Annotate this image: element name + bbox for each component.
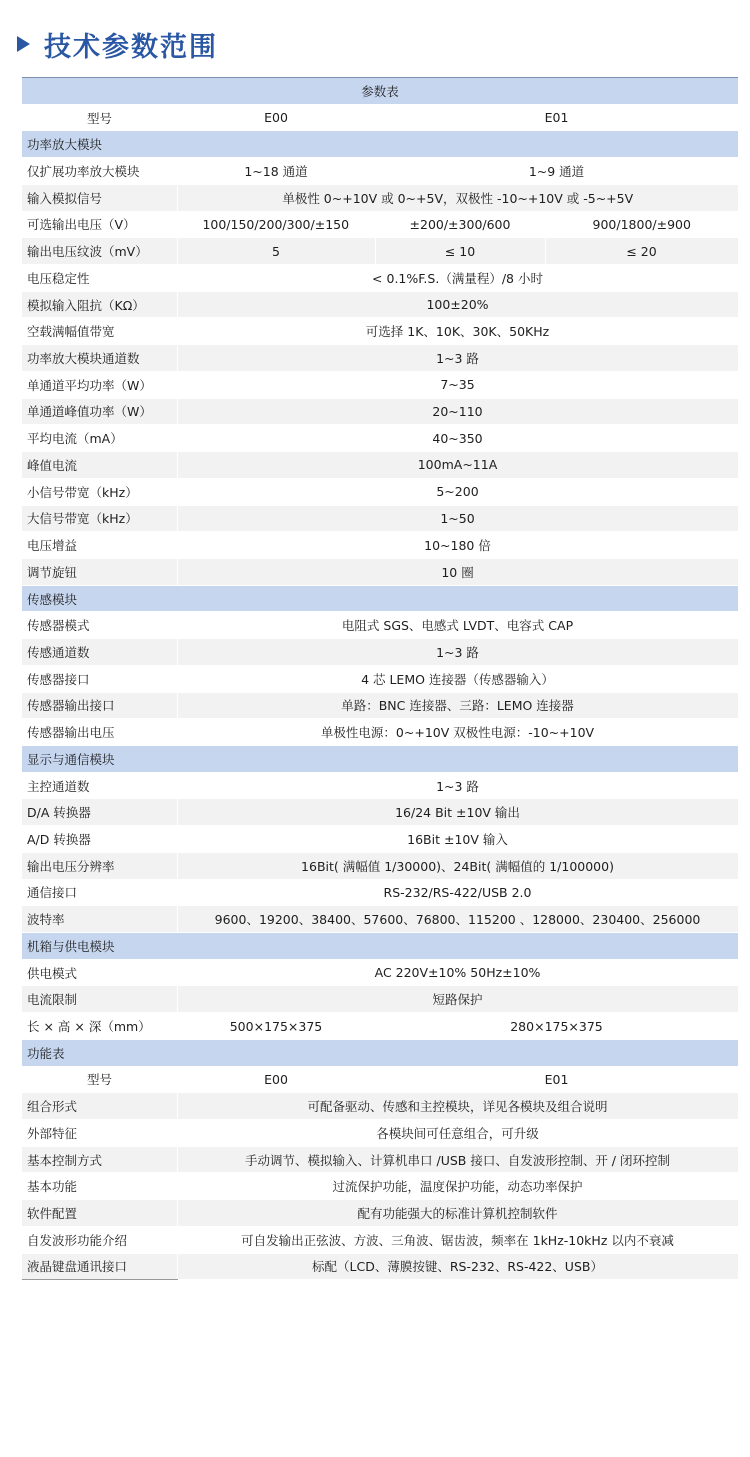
table-row: [22, 879, 738, 906]
row-value: 单极性电源：0~+10V 双极性电源：-10~+10V: [177, 719, 738, 746]
row-label: 基本控制方式: [22, 1146, 177, 1173]
row-label: 可选输出电压（V）: [22, 211, 177, 238]
row-value-3: ≤ 20: [545, 238, 738, 265]
table-row: [22, 1013, 738, 1040]
row-value: 手动调节、模拟输入、计算机串口 /USB 接口、自发波形控制、开 / 闭环控制: [177, 1146, 738, 1173]
table-row: [22, 986, 738, 1013]
row-value-2: ≤ 10: [375, 238, 545, 265]
row-value: 10~180 倍: [177, 532, 738, 559]
spec-table-title: 参数表: [22, 78, 738, 105]
row-value: 1~50: [177, 505, 738, 532]
row-value: 过流保护功能，温度保护功能，动态功率保护: [177, 1173, 738, 1200]
row-label: 调节旋钮: [22, 558, 177, 585]
section-title: 显示与通信模块: [22, 745, 738, 772]
row-value-e01: 1~9 通道: [375, 158, 738, 185]
row-value: 单极性 0~+10V 或 0~+5V，双极性 -10~+10V 或 -5~+5V: [177, 184, 738, 211]
table-row: [22, 906, 738, 933]
table-row: [22, 265, 738, 292]
table-row: [22, 1146, 738, 1173]
table-row: [22, 719, 738, 746]
row-value: < 0.1%F.S.（满量程）/8 小时: [177, 265, 738, 292]
row-label: 单通道平均功率（W）: [22, 371, 177, 398]
row-value: 20~110: [177, 398, 738, 425]
model-label: 型号: [22, 104, 177, 131]
table-row: [22, 398, 738, 425]
row-label: 传感器接口: [22, 665, 177, 692]
table-row: [22, 291, 738, 318]
row-label: 传感器模式: [22, 612, 177, 639]
row-value: RS-232/RS-422/USB 2.0: [177, 879, 738, 906]
row-value: 各模块间可任意组合，可升级: [177, 1120, 738, 1147]
page-title: 技术参数范围: [44, 31, 218, 63]
function-table-title-row: [22, 1039, 738, 1066]
row-value: 1~3 路: [177, 639, 738, 666]
row-label: 波特率: [22, 906, 177, 933]
row-value: 短路保护: [177, 986, 738, 1013]
table-row: [22, 345, 738, 372]
row-label: 单通道峰值功率（W）: [22, 398, 177, 425]
row-label: 输出电压纹波（mV）: [22, 238, 177, 265]
table-row: [22, 532, 738, 559]
row-value: 标配（LCD、薄膜按键、RS-232、RS-422、USB）: [177, 1253, 738, 1280]
table-row: [22, 959, 738, 986]
row-label: 通信接口: [22, 879, 177, 906]
spec-table-title-row: [22, 78, 738, 105]
section-title: 机箱与供电模块: [22, 933, 738, 960]
table-row: [22, 639, 738, 666]
row-value-3: 900/1800/±900: [545, 211, 738, 238]
table-row: [22, 238, 738, 265]
spec-table: [22, 77, 739, 1280]
table-row: [22, 371, 738, 398]
row-value: 40~350: [177, 425, 738, 452]
row-label: 电压增益: [22, 532, 177, 559]
table-row: [22, 799, 738, 826]
row-value-e01: 280×175×375: [375, 1013, 738, 1040]
row-value-e00: 500×175×375: [177, 1013, 375, 1040]
row-value-2: ±200/±300/600: [375, 211, 545, 238]
row-label: 主控通道数: [22, 772, 177, 799]
row-label: 模拟输入阻抗（KΩ）: [22, 291, 177, 318]
table-row: [22, 505, 738, 532]
row-label: 自发波形功能介绍: [22, 1226, 177, 1253]
row-label: D/A 转换器: [22, 799, 177, 826]
row-value: 1~3 路: [177, 772, 738, 799]
row-value: 4 芯 LEMO 连接器（传感器输入）: [177, 665, 738, 692]
row-label: 大信号带宽（kHz）: [22, 505, 177, 532]
row-label: 传感器输出电压: [22, 719, 177, 746]
row-label: 传感器输出接口: [22, 692, 177, 719]
row-value: 7~35: [177, 371, 738, 398]
model-e00: E00: [177, 1066, 375, 1093]
row-label: 传感通道数: [22, 639, 177, 666]
row-label: A/D 转换器: [22, 826, 177, 853]
function-model-header-row: [22, 1066, 738, 1093]
model-label: 型号: [22, 1066, 177, 1093]
table-row: [22, 1226, 738, 1253]
row-label: 小信号带宽（kHz）: [22, 478, 177, 505]
function-table-title: 功能表: [22, 1039, 738, 1066]
row-value: 1~3 路: [177, 345, 738, 372]
table-row: [22, 665, 738, 692]
row-label: 输入模拟信号: [22, 184, 177, 211]
table-row: [22, 1200, 738, 1227]
table-row: [22, 1253, 738, 1280]
model-e01: E01: [375, 1066, 738, 1093]
row-value: 16Bit ±10V 输入: [177, 826, 738, 853]
table-row: [22, 158, 738, 185]
row-label: 软件配置: [22, 1200, 177, 1227]
section-title: 功率放大模块: [22, 131, 738, 158]
row-label: 输出电压分辨率: [22, 852, 177, 879]
table-row: [22, 558, 738, 585]
row-value: 单路：BNC 连接器、三路：LEMO 连接器: [177, 692, 738, 719]
table-row: [22, 1093, 738, 1120]
table-row: [22, 612, 738, 639]
table-row: [22, 211, 738, 238]
table-row: [22, 772, 738, 799]
row-label: 组合形式: [22, 1093, 177, 1120]
page-heading: [0, 22, 218, 66]
section-title: 传感模块: [22, 585, 738, 612]
table-row: [22, 1120, 738, 1147]
row-value: 16Bit( 满幅值 1/30000)、24Bit( 满幅值的 1/100000): [177, 852, 738, 879]
row-label: 仅扩展功率放大模块: [22, 158, 177, 185]
row-label: 电压稳定性: [22, 265, 177, 292]
row-label: 外部特征: [22, 1120, 177, 1147]
row-label: 平均电流（mA）: [22, 425, 177, 452]
section-header: [22, 585, 738, 612]
row-value: 9600、19200、38400、57600、76800、115200 、128000、230400、256000: [177, 906, 738, 933]
table-row: [22, 1173, 738, 1200]
table-row: [22, 425, 738, 452]
row-label: 基本功能: [22, 1173, 177, 1200]
row-label: 峰值电流: [22, 452, 177, 479]
row-label: 液晶键盘通讯接口: [22, 1253, 177, 1280]
section-header: [22, 933, 738, 960]
model-e00: E00: [177, 104, 375, 131]
row-value: 5~200: [177, 478, 738, 505]
model-e01: E01: [375, 104, 738, 131]
row-label: 空载满幅值带宽: [22, 318, 177, 345]
row-label: 供电模式: [22, 959, 177, 986]
row-value: 16/24 Bit ±10V 输出: [177, 799, 738, 826]
table-row: [22, 184, 738, 211]
row-value: 可选择 1K、10K、30K、50KHz: [177, 318, 738, 345]
section-header: [22, 131, 738, 158]
row-label: 长 × 高 × 深（mm）: [22, 1013, 177, 1040]
table-row: [22, 318, 738, 345]
row-value: 可配备驱动、传感和主控模块，详见各模块及组合说明: [177, 1093, 738, 1120]
row-value: 100mA~11A: [177, 452, 738, 479]
row-value-e00: 1~18 通道: [177, 158, 375, 185]
row-value-1: 100/150/200/300/±150: [177, 211, 375, 238]
table-row: [22, 452, 738, 479]
table-row: [22, 826, 738, 853]
row-value: 配有功能强大的标准计算机控制软件: [177, 1200, 738, 1227]
row-value-1: 5: [177, 238, 375, 265]
table-row: [22, 692, 738, 719]
row-label: 功率放大模块通道数: [22, 345, 177, 372]
triangle-bullet-icon: [17, 36, 30, 52]
table-row: [22, 478, 738, 505]
section-header: [22, 745, 738, 772]
row-value: AC 220V±10% 50Hz±10%: [177, 959, 738, 986]
row-value: 电阻式 SGS、电感式 LVDT、电容式 CAP: [177, 612, 738, 639]
model-header-row: [22, 104, 738, 131]
table-row: [22, 852, 738, 879]
row-value: 10 圈: [177, 558, 738, 585]
row-value: 可自发输出正弦波、方波、三角波、锯齿波，频率在 1kHz-10kHz 以内不衰减: [177, 1226, 738, 1253]
row-value: 100±20%: [177, 291, 738, 318]
row-label: 电流限制: [22, 986, 177, 1013]
